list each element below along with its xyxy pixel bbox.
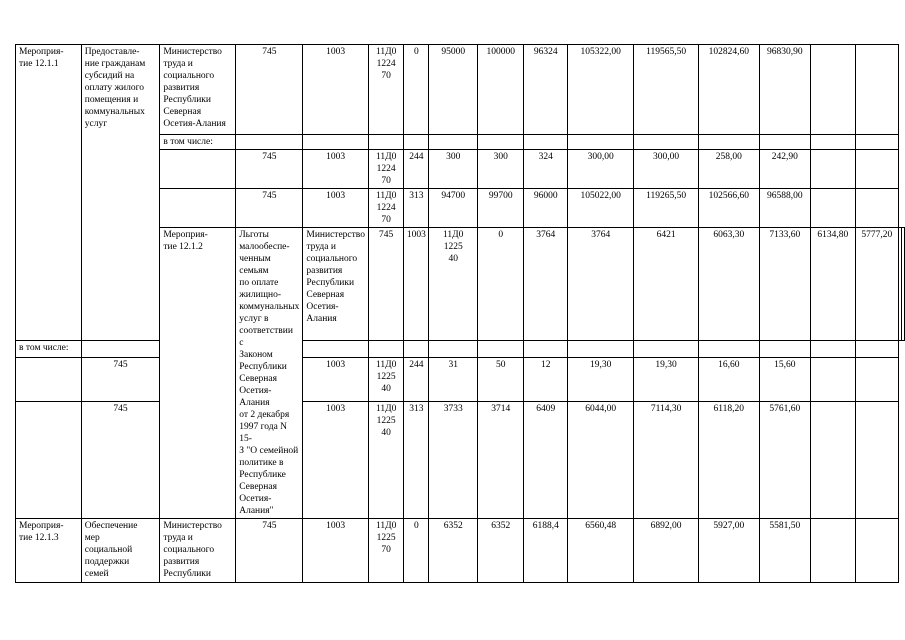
value-cell: 100000 bbox=[477, 45, 524, 135]
value-cell: 3714 bbox=[477, 401, 524, 518]
vr-cell: 0 bbox=[477, 228, 524, 341]
description-cell: Предоставле- ние гражданам субсидий на оплату жилого помещения и коммунальных услуг bbox=[81, 45, 160, 341]
value-cell: 102824,60 bbox=[698, 45, 759, 135]
value-cell bbox=[855, 150, 898, 189]
value-cell: 96830,90 bbox=[759, 45, 810, 135]
value-cell: 6134,80 bbox=[810, 228, 855, 341]
budget-table bbox=[15, 44, 905, 583]
vr-cell: 244 bbox=[404, 357, 429, 401]
csr-cell: 11Д0 1225 70 bbox=[368, 519, 403, 583]
value-cell: 12 bbox=[524, 357, 568, 401]
description-cell: Обеспечение мер социальной поддержки семей bbox=[81, 519, 160, 583]
value-cell bbox=[810, 189, 855, 228]
value-cell: 300,00 bbox=[568, 150, 634, 189]
value-cell: 19,30 bbox=[634, 357, 699, 401]
value-cell: 105022,00 bbox=[568, 189, 634, 228]
value-cell: 5761,60 bbox=[759, 401, 810, 518]
measure-cell: Мероприя- тие 12.1.2 bbox=[160, 228, 236, 519]
value-cell: 300 bbox=[477, 150, 524, 189]
grbs-cell: 745 bbox=[81, 357, 160, 401]
value-cell: 6409 bbox=[524, 401, 568, 518]
value-cell: 96588,00 bbox=[759, 189, 810, 228]
table-row bbox=[16, 519, 905, 583]
table-row bbox=[16, 340, 905, 357]
csr-cell: 11Д0 1224 70 bbox=[368, 45, 403, 135]
value-cell: 31 bbox=[429, 357, 478, 401]
value-cell: 258,00 bbox=[698, 150, 759, 189]
value-cell: 6352 bbox=[429, 519, 478, 583]
vr-cell: 0 bbox=[404, 45, 429, 135]
value-cell: 324 bbox=[524, 150, 568, 189]
value-cell: 5581,50 bbox=[759, 519, 810, 583]
table-row bbox=[16, 401, 905, 518]
value-cell: 242,90 bbox=[759, 150, 810, 189]
grbs-cell: 745 bbox=[236, 189, 303, 228]
csr-cell: 11Д0 1225 40 bbox=[429, 228, 478, 341]
rzpr-cell: 1003 bbox=[303, 357, 369, 401]
value-cell: 96324 bbox=[524, 45, 568, 135]
executor-cell: Министерство труда и социального развития Республики Северная Осетия-Алания bbox=[160, 45, 236, 135]
value-cell: 94700 bbox=[429, 189, 478, 228]
table-row bbox=[16, 45, 905, 135]
csr-cell: 11Д0 1225 40 bbox=[368, 401, 403, 518]
grbs-cell: 745 bbox=[368, 228, 403, 341]
value-cell: 6118,20 bbox=[698, 401, 759, 518]
value-cell: 6892,00 bbox=[634, 519, 699, 583]
value-cell: 3733 bbox=[429, 401, 478, 518]
vr-cell: 313 bbox=[404, 189, 429, 228]
value-cell: 50 bbox=[477, 357, 524, 401]
including-label: в том числе: bbox=[160, 135, 236, 150]
rzpr-cell: 1003 bbox=[303, 401, 369, 518]
value-cell bbox=[855, 189, 898, 228]
grbs-cell: 745 bbox=[236, 519, 303, 583]
value-cell: 6560,48 bbox=[568, 519, 634, 583]
rzpr-cell: 1003 bbox=[303, 150, 369, 189]
value-cell: 6063,30 bbox=[698, 228, 759, 341]
value-cell: 119265,50 bbox=[634, 189, 699, 228]
measure-cell: Мероприя- тие 12.1.1 bbox=[16, 45, 82, 341]
value-cell: 99700 bbox=[477, 189, 524, 228]
vr-cell: 313 bbox=[404, 401, 429, 518]
rzpr-cell: 1003 bbox=[303, 519, 369, 583]
value-cell bbox=[810, 45, 855, 135]
value-cell: 16,60 bbox=[698, 357, 759, 401]
rzpr-cell: 1003 bbox=[404, 228, 429, 341]
value-cell bbox=[810, 519, 855, 583]
value-cell bbox=[810, 150, 855, 189]
value-cell: 19,30 bbox=[568, 357, 634, 401]
value-cell: 3764 bbox=[524, 228, 568, 341]
vr-cell: 0 bbox=[404, 519, 429, 583]
including-label: в том числе: bbox=[16, 340, 82, 357]
value-cell bbox=[855, 357, 898, 401]
csr-cell: 11Д0 1224 70 bbox=[368, 189, 403, 228]
grbs-cell: 745 bbox=[236, 150, 303, 189]
value-cell bbox=[902, 228, 905, 341]
value-cell: 5777,20 bbox=[855, 228, 898, 341]
description-cell: Льготы малообеспе- ченным семьям по оплате жилищно- коммунальных услуг в соответствии с Законом Республики Северная Осетия-Алания от 2 декабря 1997 года N 15- З "О семейной политике в Республике Северная Осетия- Алания" bbox=[236, 228, 303, 519]
value-cell: 3764 bbox=[568, 228, 634, 341]
value-cell: 300 bbox=[429, 150, 478, 189]
value-cell: 95000 bbox=[429, 45, 478, 135]
value-cell: 119565,50 bbox=[634, 45, 699, 135]
value-cell: 102566,60 bbox=[698, 189, 759, 228]
value-cell: 6421 bbox=[634, 228, 699, 341]
value-cell: 6352 bbox=[477, 519, 524, 583]
grbs-cell: 745 bbox=[81, 401, 160, 518]
rzpr-cell: 1003 bbox=[303, 45, 369, 135]
value-cell: 7133,60 bbox=[759, 228, 810, 341]
grbs-cell: 745 bbox=[236, 45, 303, 135]
rzpr-cell: 1003 bbox=[303, 189, 369, 228]
vr-cell: 244 bbox=[404, 150, 429, 189]
csr-cell: 11Д0 1224 70 bbox=[368, 150, 403, 189]
value-cell: 96000 bbox=[524, 189, 568, 228]
value-cell bbox=[855, 45, 898, 135]
value-cell: 7114,30 bbox=[634, 401, 699, 518]
value-cell: 15,60 bbox=[759, 357, 810, 401]
executor-cell: Министерство труда и социального развития Республики Северная Осетия-Алания bbox=[303, 228, 369, 341]
table-row bbox=[16, 357, 905, 401]
value-cell: 6188,4 bbox=[524, 519, 568, 583]
value-cell bbox=[855, 401, 898, 518]
measure-cell: Мероприя- тие 12.1.3 bbox=[16, 519, 82, 583]
value-cell bbox=[810, 357, 855, 401]
executor-cell: Министерство труда и социального развития Республики bbox=[160, 519, 236, 583]
value-cell bbox=[855, 519, 898, 583]
value-cell: 300,00 bbox=[634, 150, 699, 189]
value-cell: 6044,00 bbox=[568, 401, 634, 518]
value-cell bbox=[810, 401, 855, 518]
value-cell: 5927,00 bbox=[698, 519, 759, 583]
csr-cell: 11Д0 1225 40 bbox=[368, 357, 403, 401]
value-cell: 105322,00 bbox=[568, 45, 634, 135]
